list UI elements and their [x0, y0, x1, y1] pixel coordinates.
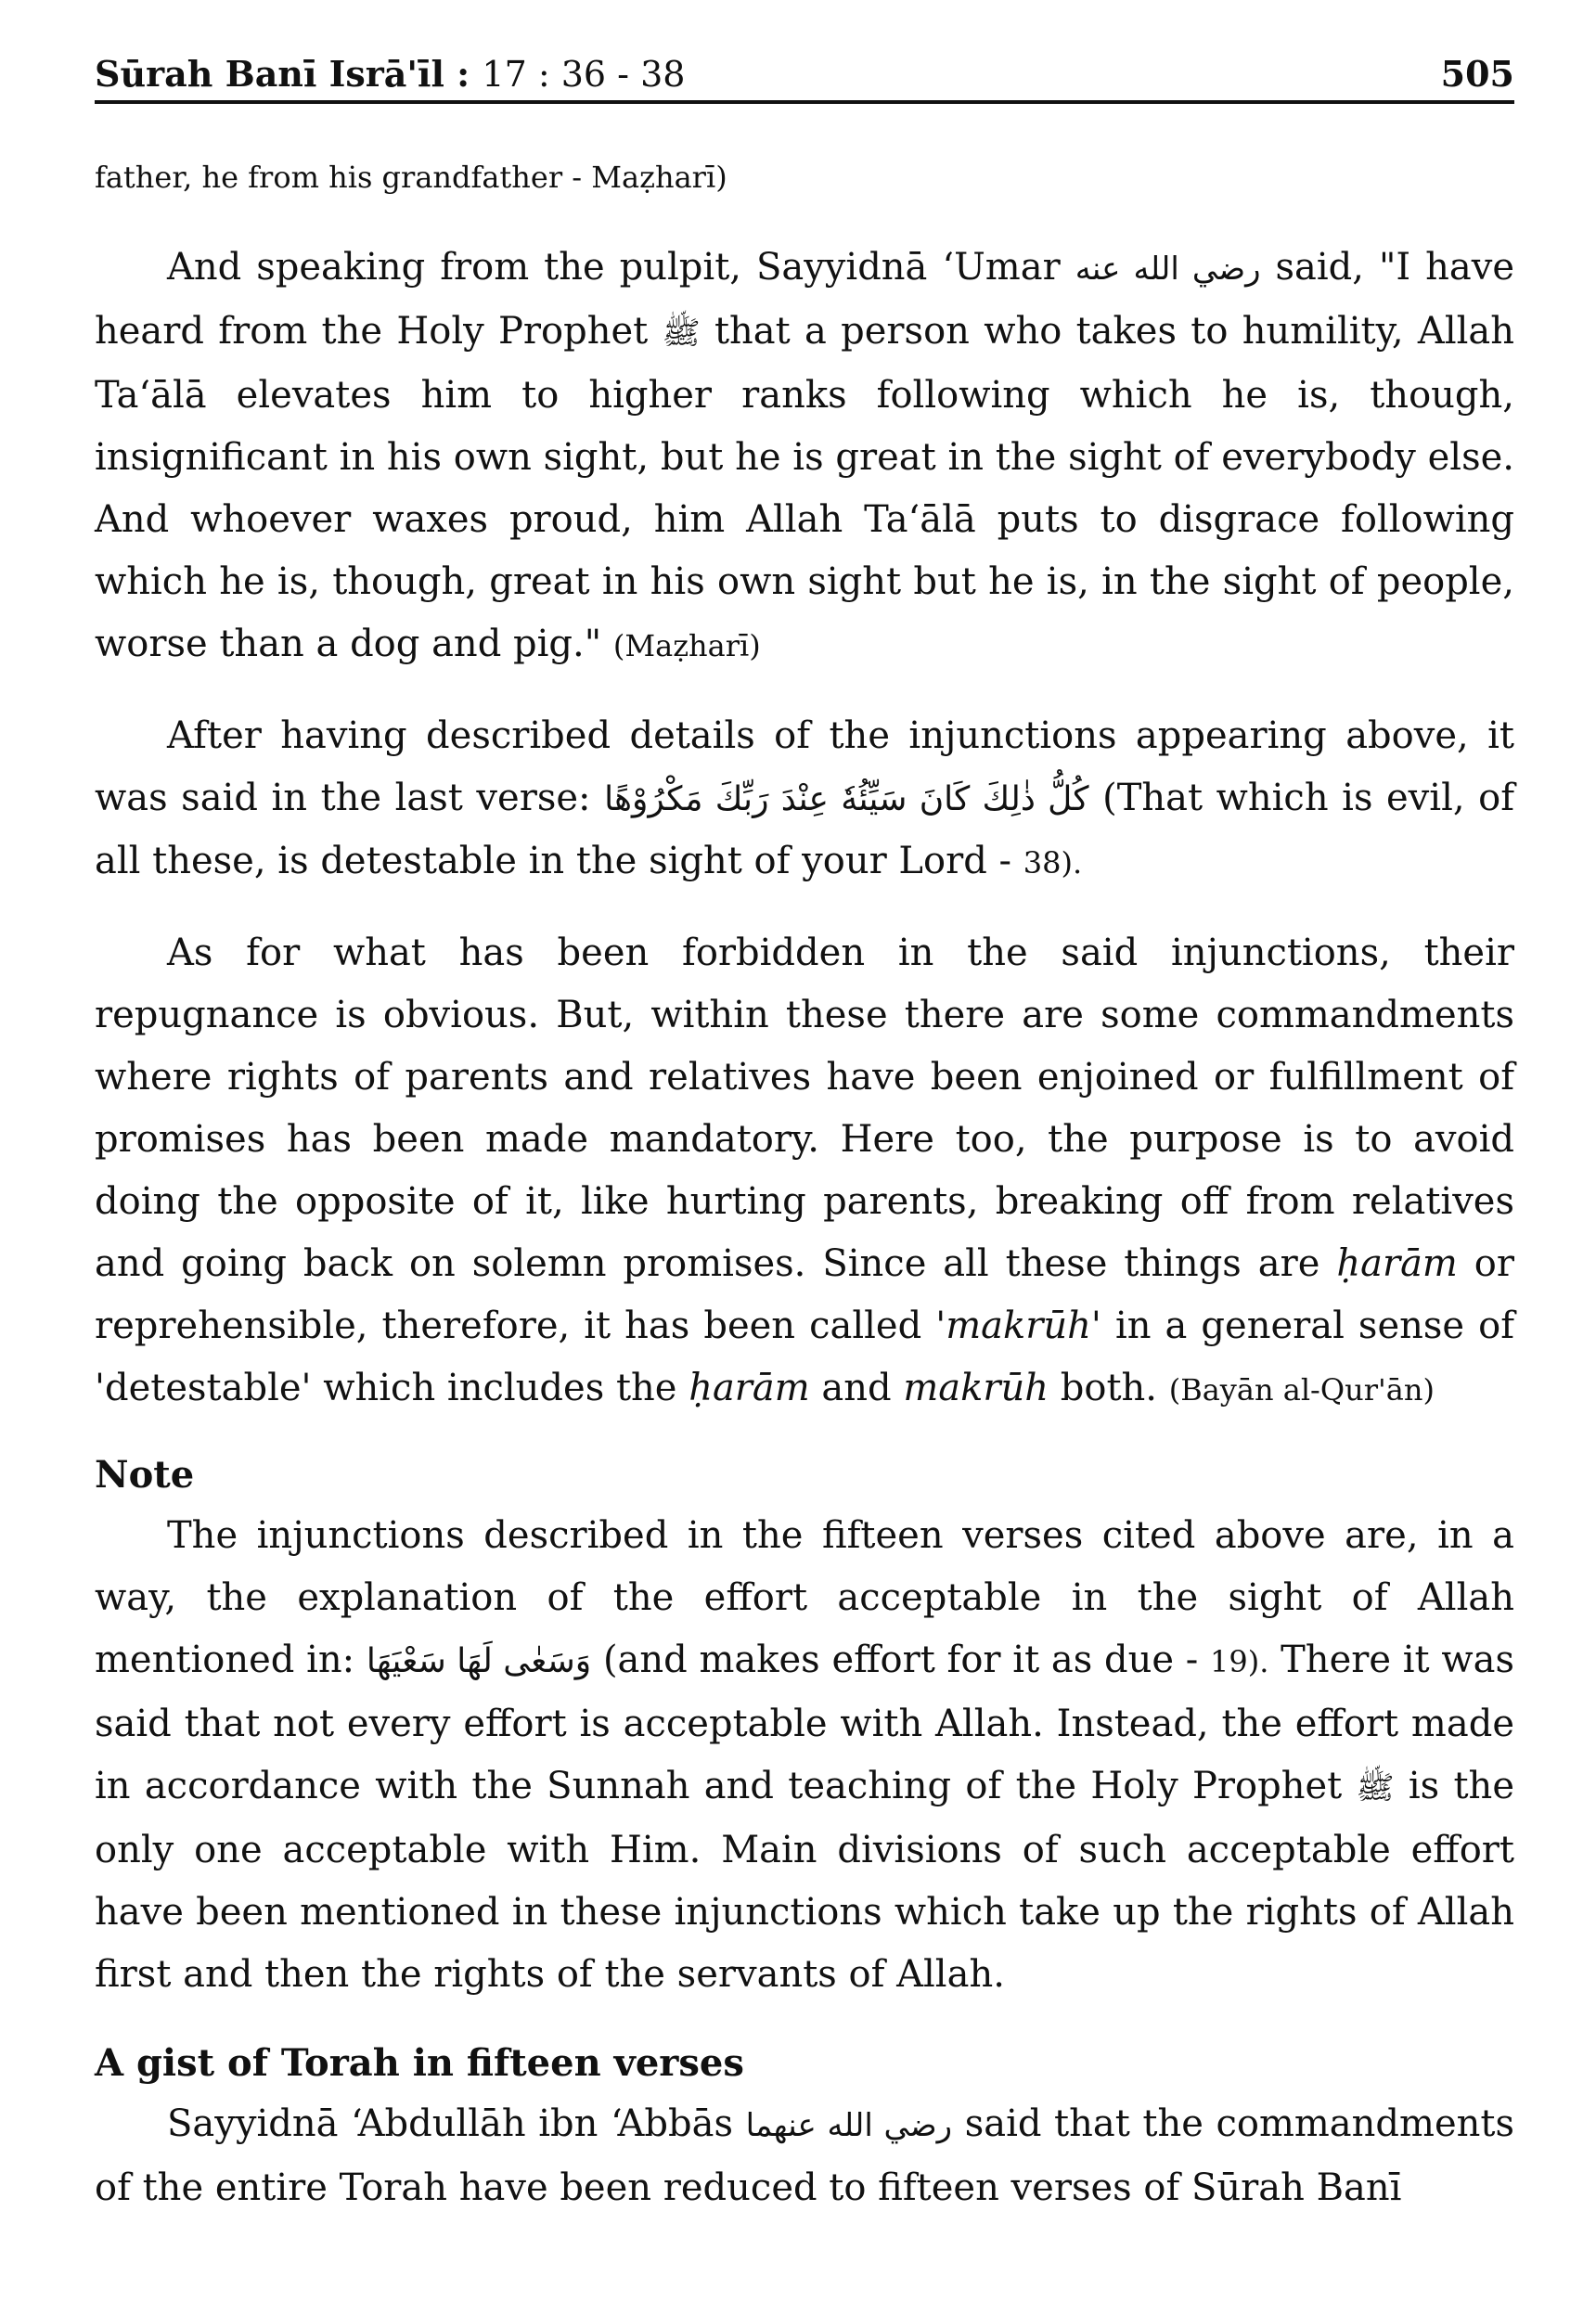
text-run: both.: [1060, 1367, 1157, 1409]
text-run: The injunctions described in the fifteen verses cited above are, in a way, the explanation of the effort acceptable in the sight of Allah mentioned in:: [95, 1514, 1514, 1681]
surah-title: Sūrah Banī Isrā'īl :: [95, 53, 470, 95]
paragraph-note: [95, 1505, 1514, 2006]
text-run: And speaking from the pulpit, Sayyidnā ‘Umar: [167, 246, 1061, 289]
arabic-verse: وَسَعٰى لَهَا سَعْيَهَا: [366, 1642, 592, 1680]
citation: (Bayān al-Qur'ān): [1168, 1372, 1435, 1408]
text-run: that a person who takes to humility, Allah Ta‘ālā elevates him to higher ranks following which he is, though, insignificant in his own sight, but he is great in the sight of everybody else. And whoever waxes proud, him Allah Ta‘ālā puts to disgrace following which he is, though, great in his own sight but he is, in the sight of people, worse than a dog and pig.": [95, 310, 1515, 665]
text-run: Sayyidnā ‘Abdullāh ibn ‘Abbās: [167, 2102, 733, 2145]
running-header: [95, 48, 1514, 104]
term-makruh: makrūh: [903, 1367, 1049, 1409]
term-makruh: 'makrūh': [935, 1305, 1101, 1347]
text-run: or reprehensible, therefore, it has been called: [95, 1242, 1514, 1347]
term-haram: ḥarām: [1336, 1242, 1458, 1285]
term-haram: ḥarām: [689, 1367, 810, 1409]
citation: (Maẓharī): [612, 628, 761, 663]
section-heading-torah: A gist of Torah in fifteen verses: [95, 2041, 744, 2085]
arabic-verse: كُلُّ ذٰلِكَ كَانَ سَيِّئُهٗ عِنْدَ رَبِّكَ مَكْرُوْهًا: [604, 780, 1089, 818]
book-page: [95, 0, 1514, 2301]
text-run: in a general sense of 'detestable' which includes the: [95, 1305, 1515, 1409]
text-run: is the only one acceptable with Him. Main divisions of such acceptable effort have been mentioned in these injunctions which take up the rights of Allah first and then the rights of the servants of Allah.: [95, 1765, 1514, 1996]
text-run: As for what has been forbidden in the said injunctions, their repugnance is obvious. But, within these there are some commandments where rights of parents and relatives have been enjoined or fulfillment of promises has been made mandatory. Here too, the purpose is to avoid doing the opposite of it, like hurting parents, breaking off from relatives and going back on solemn promises. Since all these things are: [95, 932, 1514, 1285]
salawat-glyph-icon: ﷺ: [662, 315, 701, 352]
text-run: said, "I have heard from the Holy Prophet: [95, 246, 1515, 353]
honorific-glyph-icon: رضي الله عنه: [1075, 251, 1261, 288]
page-body: [95, 147, 1514, 2219]
text-run: (and makes effort for it as due -: [602, 1639, 1199, 1681]
paragraph-last-verse: [95, 705, 1514, 894]
text-run: After having described details of the injunctions appearing above, it was said in the last verse:: [95, 714, 1514, 819]
continued-paragraph: father, he from his grandfather - Maẓharī): [95, 160, 727, 195]
text-run: and: [821, 1367, 892, 1409]
paragraph-umar: [95, 237, 1514, 677]
text-run: There it was said that not every effort is acceptable with Allah. Instead, the effort made in accordance with the Sunnah and teaching of the Holy Prophet: [95, 1639, 1514, 1807]
text-run: (That which is evil, of all these, is detestable in the sight of your Lord -: [95, 777, 1515, 882]
salawat-glyph-icon: ﷺ: [1356, 1769, 1395, 1806]
page-number: 505: [1440, 53, 1514, 95]
running-title: [95, 48, 685, 100]
honorific-glyph-icon: رضي الله عنهما: [745, 2107, 953, 2144]
verse-number: 38).: [1023, 845, 1083, 881]
verse-number: 19).: [1210, 1644, 1269, 1679]
verse-reference: 17 : 36 - 38: [482, 54, 686, 95]
paragraph-torah: [95, 2093, 1514, 2219]
paragraph-repugnance: [95, 922, 1514, 1421]
section-heading-note: Note: [95, 1453, 195, 1497]
text-run: said that the commandments of the entire Torah have been reduced to fifteen verses of Sūrah Banī: [95, 2102, 1514, 2209]
